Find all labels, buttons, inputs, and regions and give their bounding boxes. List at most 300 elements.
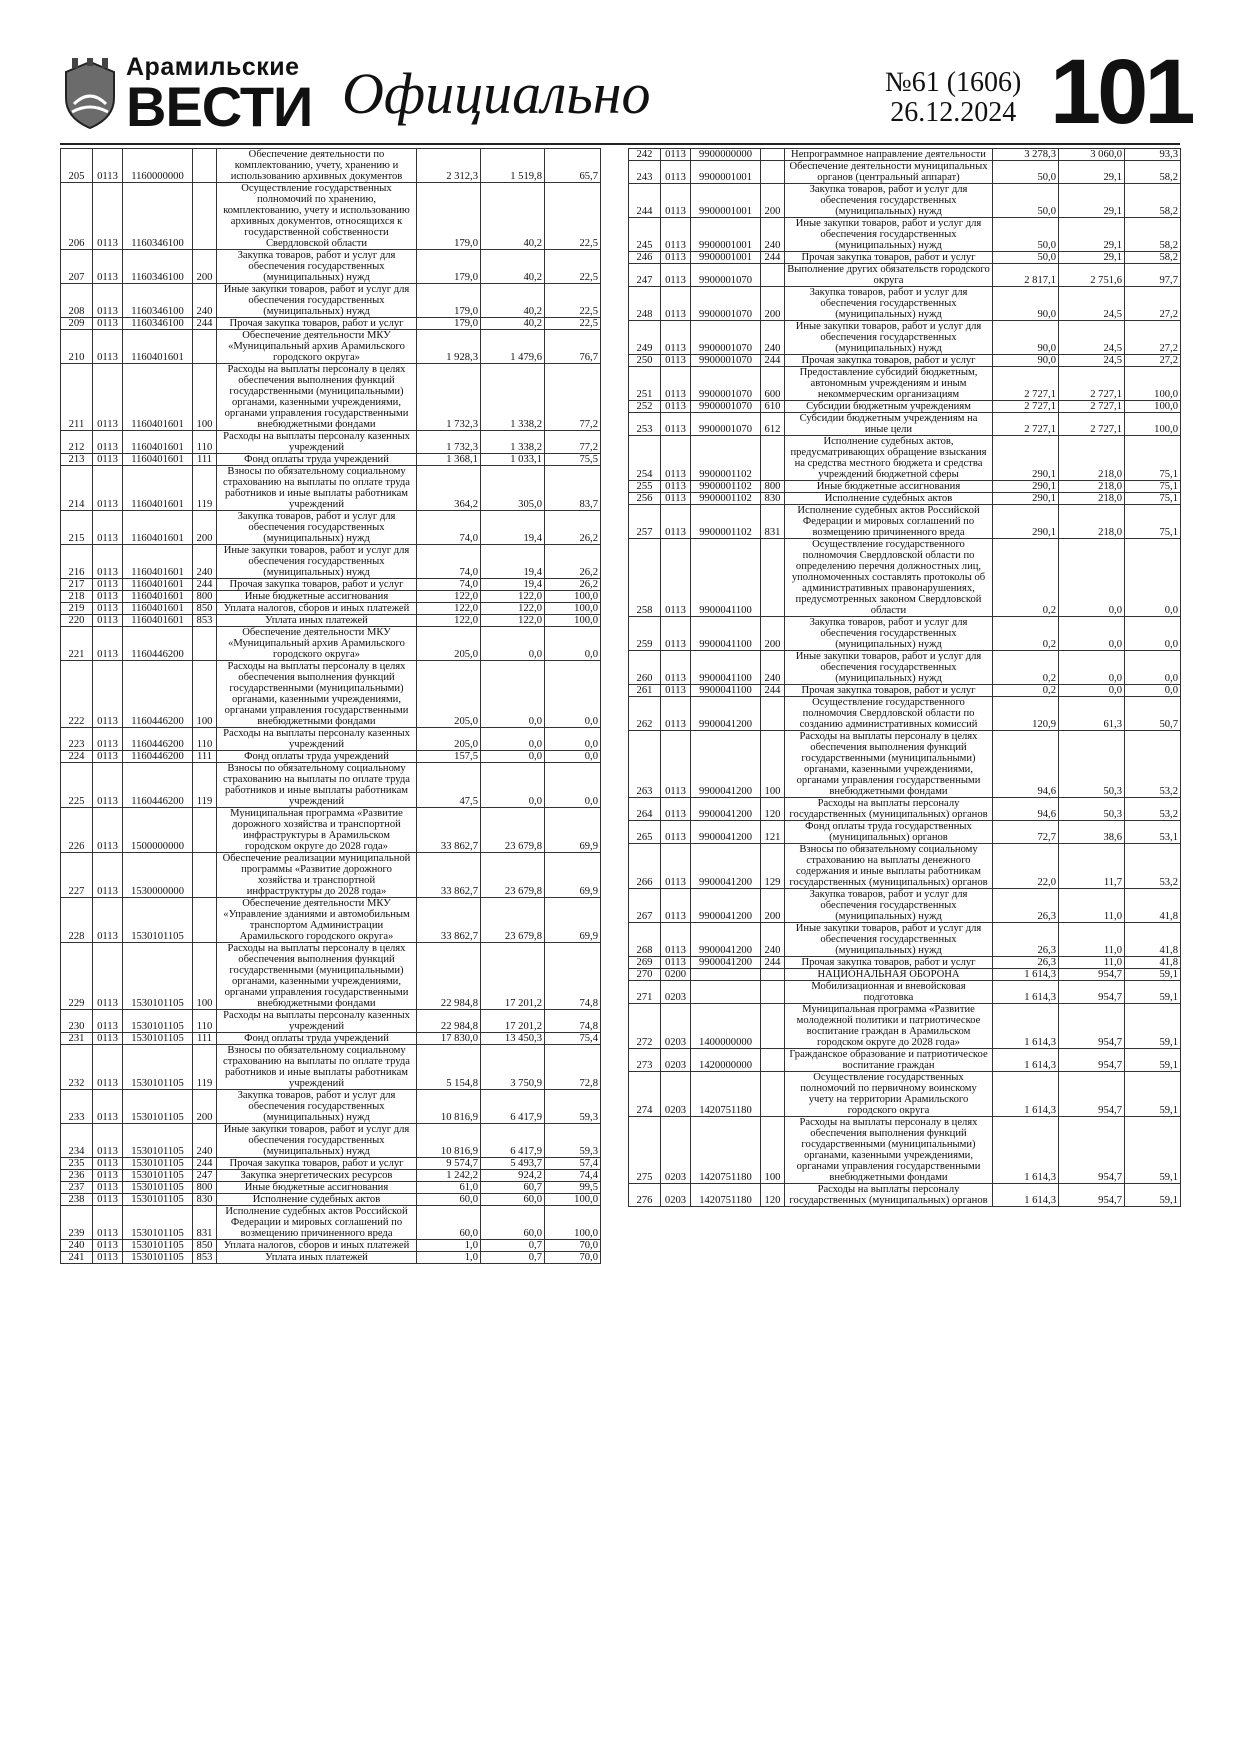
table-row bbox=[61, 728, 601, 751]
expense-type-code: 200 bbox=[761, 184, 785, 218]
execution-percent: 75,1 bbox=[1125, 481, 1181, 493]
executed-amount: 60,0 bbox=[481, 1206, 545, 1240]
table-row bbox=[629, 923, 1181, 957]
table-row bbox=[61, 1170, 601, 1182]
section-code: 0113 bbox=[93, 603, 123, 615]
expense-type-code: 200 bbox=[761, 617, 785, 651]
table-row bbox=[629, 252, 1181, 264]
expense-type-code: 240 bbox=[761, 321, 785, 355]
execution-percent: 53,2 bbox=[1125, 844, 1181, 889]
expense-type-code: 240 bbox=[761, 651, 785, 685]
table-row bbox=[61, 1045, 601, 1090]
target-code: 1530101105 bbox=[123, 1194, 193, 1206]
target-code: 9900041200 bbox=[691, 844, 761, 889]
target-code: 9900001070 bbox=[691, 264, 761, 287]
section-code: 0113 bbox=[93, 1045, 123, 1090]
planned-amount: 90,0 bbox=[993, 355, 1059, 367]
section-code: 0113 bbox=[661, 697, 691, 731]
row-number: 237 bbox=[61, 1182, 93, 1194]
table-row bbox=[61, 751, 601, 763]
execution-percent: 70,0 bbox=[545, 1240, 601, 1252]
execution-percent: 53,1 bbox=[1125, 821, 1181, 844]
row-number: 249 bbox=[629, 321, 661, 355]
planned-amount: 94,6 bbox=[993, 731, 1059, 798]
item-name: Иные закупки товаров, работ и услуг для обеспечения государственных (муниципальных) нужд bbox=[217, 1124, 417, 1158]
budget-table-left bbox=[60, 148, 601, 1264]
item-name: Уплата иных платежей bbox=[217, 615, 417, 627]
expense-type-code bbox=[193, 183, 217, 250]
target-code: 9900001102 bbox=[691, 505, 761, 539]
row-number: 218 bbox=[61, 591, 93, 603]
execution-percent: 57,4 bbox=[545, 1158, 601, 1170]
expense-type-code: 129 bbox=[761, 844, 785, 889]
item-name: Расходы на выплаты персоналу казенных учреждений bbox=[217, 728, 417, 751]
executed-amount: 19,4 bbox=[481, 545, 545, 579]
item-name: Иные закупки товаров, работ и услуг для обеспечения государственных (муниципальных) нужд bbox=[785, 321, 993, 355]
planned-amount: 90,0 bbox=[993, 321, 1059, 355]
expense-type-code bbox=[193, 808, 217, 853]
item-name: Фонд оплаты труда учреждений bbox=[217, 1033, 417, 1045]
target-code: 1160401601 bbox=[123, 466, 193, 511]
execution-percent: 93,3 bbox=[1125, 149, 1181, 161]
section-code: 0203 bbox=[661, 1117, 691, 1184]
section-code: 0113 bbox=[93, 364, 123, 431]
target-code: 1530101105 bbox=[123, 1010, 193, 1033]
planned-amount: 179,0 bbox=[417, 318, 481, 330]
table-row bbox=[629, 493, 1181, 505]
executed-amount: 40,2 bbox=[481, 183, 545, 250]
section-code: 0113 bbox=[93, 454, 123, 466]
executed-amount: 23 679,8 bbox=[481, 808, 545, 853]
planned-amount: 1 242,2 bbox=[417, 1170, 481, 1182]
budget-table-left-body bbox=[61, 149, 601, 1264]
table-row bbox=[61, 763, 601, 808]
execution-percent: 0,0 bbox=[545, 627, 601, 661]
planned-amount: 122,0 bbox=[417, 603, 481, 615]
table-row bbox=[629, 287, 1181, 321]
target-code: 9900001001 bbox=[691, 218, 761, 252]
item-name: Расходы на выплаты персоналу в целях обеспечения выполнения функций государственными (муниципальными) органами, казенными учреждениями, органами управления государственными внебюджетными фондами bbox=[217, 364, 417, 431]
section-code: 0113 bbox=[93, 149, 123, 183]
target-code: 1530000000 bbox=[123, 853, 193, 898]
expense-type-code: 612 bbox=[761, 413, 785, 436]
execution-percent: 59,1 bbox=[1125, 1184, 1181, 1207]
planned-amount: 33 862,7 bbox=[417, 808, 481, 853]
page-number: 101 bbox=[1050, 41, 1192, 143]
expense-type-code bbox=[761, 1004, 785, 1049]
row-number: 226 bbox=[61, 808, 93, 853]
row-number: 233 bbox=[61, 1090, 93, 1124]
table-row bbox=[61, 1033, 601, 1045]
target-code: 1530101105 bbox=[123, 1124, 193, 1158]
row-number: 246 bbox=[629, 252, 661, 264]
section-code: 0113 bbox=[661, 889, 691, 923]
row-number: 234 bbox=[61, 1124, 93, 1158]
execution-percent: 69,9 bbox=[545, 898, 601, 943]
planned-amount: 179,0 bbox=[417, 250, 481, 284]
section-code: 0113 bbox=[661, 505, 691, 539]
expense-type-code: 100 bbox=[193, 943, 217, 1010]
item-name: Закупка товаров, работ и услуг для обеспечения государственных (муниципальных) нужд bbox=[217, 250, 417, 284]
executed-amount: 50,3 bbox=[1059, 731, 1125, 798]
planned-amount: 1 368,1 bbox=[417, 454, 481, 466]
section-code: 0113 bbox=[93, 591, 123, 603]
target-code bbox=[691, 969, 761, 981]
table-row bbox=[61, 853, 601, 898]
planned-amount: 2 727,1 bbox=[993, 413, 1059, 436]
row-number: 225 bbox=[61, 763, 93, 808]
item-name: Прочая закупка товаров, работ и услуг bbox=[785, 685, 993, 697]
planned-amount: 364,2 bbox=[417, 466, 481, 511]
item-name: Осуществление государственных полномочий по первичному воинскому учету на территории Арамильского городского округа bbox=[785, 1072, 993, 1117]
execution-percent: 97,7 bbox=[1125, 264, 1181, 287]
expense-type-code: 830 bbox=[761, 493, 785, 505]
row-number: 206 bbox=[61, 183, 93, 250]
planned-amount: 72,7 bbox=[993, 821, 1059, 844]
table-row bbox=[61, 454, 601, 466]
execution-percent: 77,2 bbox=[545, 431, 601, 454]
table-row bbox=[629, 184, 1181, 218]
expense-type-code: 800 bbox=[761, 481, 785, 493]
expense-type-code: 244 bbox=[193, 318, 217, 330]
table-row bbox=[61, 603, 601, 615]
target-code: 1420751180 bbox=[691, 1184, 761, 1207]
target-code: 9900041100 bbox=[691, 651, 761, 685]
executed-amount: 29,1 bbox=[1059, 218, 1125, 252]
expense-type-code: 200 bbox=[761, 287, 785, 321]
planned-amount: 50,0 bbox=[993, 252, 1059, 264]
expense-type-code bbox=[193, 330, 217, 364]
executed-amount: 1 519,8 bbox=[481, 149, 545, 183]
planned-amount: 10 816,9 bbox=[417, 1090, 481, 1124]
execution-percent: 100,0 bbox=[545, 1194, 601, 1206]
planned-amount: 22,0 bbox=[993, 844, 1059, 889]
item-name: Прочая закупка товаров, работ и услуг bbox=[785, 252, 993, 264]
row-number: 231 bbox=[61, 1033, 93, 1045]
row-number: 243 bbox=[629, 161, 661, 184]
expense-type-code: 200 bbox=[193, 250, 217, 284]
row-number: 267 bbox=[629, 889, 661, 923]
row-number: 223 bbox=[61, 728, 93, 751]
target-code: 1160346100 bbox=[123, 284, 193, 318]
executed-amount: 19,4 bbox=[481, 511, 545, 545]
section-code: 0113 bbox=[93, 1182, 123, 1194]
expense-type-code: 110 bbox=[193, 431, 217, 454]
target-code: 1160346100 bbox=[123, 318, 193, 330]
item-name: Уплата налогов, сборов и иных платежей bbox=[217, 1240, 417, 1252]
planned-amount: 1 732,3 bbox=[417, 364, 481, 431]
execution-percent: 75,1 bbox=[1125, 505, 1181, 539]
table-row bbox=[629, 651, 1181, 685]
table-row bbox=[629, 1117, 1181, 1184]
item-name: Иные закупки товаров, работ и услуг для обеспечения государственных (муниципальных) нужд bbox=[217, 284, 417, 318]
planned-amount: 0,2 bbox=[993, 685, 1059, 697]
planned-amount: 290,1 bbox=[993, 493, 1059, 505]
section-code: 0113 bbox=[661, 218, 691, 252]
table-row bbox=[61, 1158, 601, 1170]
execution-percent: 0,0 bbox=[545, 728, 601, 751]
item-name: Исполнение судебных актов Российской Федерации и мировых соглашений по возмещению причиненного вреда bbox=[785, 505, 993, 539]
planned-amount: 1 732,3 bbox=[417, 431, 481, 454]
item-name: Уплата налогов, сборов и иных платежей bbox=[217, 603, 417, 615]
execution-percent: 75,4 bbox=[545, 1033, 601, 1045]
target-code: 9900001070 bbox=[691, 287, 761, 321]
target-code: 1160401601 bbox=[123, 603, 193, 615]
section-code: 0113 bbox=[661, 355, 691, 367]
expense-type-code bbox=[193, 853, 217, 898]
item-name: Закупка энергетических ресурсов bbox=[217, 1170, 417, 1182]
planned-amount: 50,0 bbox=[993, 218, 1059, 252]
row-number: 251 bbox=[629, 367, 661, 401]
executed-amount: 5 493,7 bbox=[481, 1158, 545, 1170]
section-code: 0113 bbox=[661, 617, 691, 651]
execution-percent: 59,3 bbox=[545, 1090, 601, 1124]
section-code: 0113 bbox=[93, 943, 123, 1010]
expense-type-code: 200 bbox=[761, 889, 785, 923]
row-number: 228 bbox=[61, 898, 93, 943]
section-code: 0113 bbox=[93, 808, 123, 853]
execution-percent: 59,3 bbox=[545, 1124, 601, 1158]
execution-percent: 65,7 bbox=[545, 149, 601, 183]
executed-amount: 122,0 bbox=[481, 603, 545, 615]
target-code: 1420000000 bbox=[691, 1049, 761, 1072]
row-number: 221 bbox=[61, 627, 93, 661]
executed-amount: 24,5 bbox=[1059, 287, 1125, 321]
right-column bbox=[628, 148, 1180, 1207]
item-name: Обеспечение реализации муниципальной программы «Развитие дорожного хозяйства и транспортной инфраструктуры до 2028 года» bbox=[217, 853, 417, 898]
item-name: Взносы по обязательному социальному страхованию на выплаты по оплате труда работников и иные выплаты работникам учреждений bbox=[217, 763, 417, 808]
expense-type-code bbox=[761, 161, 785, 184]
item-name: Закупка товаров, работ и услуг для обеспечения государственных (муниципальных) нужд bbox=[785, 287, 993, 321]
planned-amount: 290,1 bbox=[993, 436, 1059, 481]
planned-amount: 22 984,8 bbox=[417, 943, 481, 1010]
planned-amount: 205,0 bbox=[417, 661, 481, 728]
planned-amount: 2 727,1 bbox=[993, 367, 1059, 401]
target-code: 9900041100 bbox=[691, 617, 761, 651]
section-code: 0113 bbox=[93, 1158, 123, 1170]
row-number: 261 bbox=[629, 685, 661, 697]
execution-percent: 74,8 bbox=[545, 943, 601, 1010]
section-code: 0113 bbox=[661, 161, 691, 184]
section-code: 0113 bbox=[661, 367, 691, 401]
target-code: 1160446200 bbox=[123, 728, 193, 751]
row-number: 209 bbox=[61, 318, 93, 330]
executed-amount: 17 201,2 bbox=[481, 943, 545, 1010]
row-number: 239 bbox=[61, 1206, 93, 1240]
item-name: Закупка товаров, работ и услуг для обеспечения государственных (муниципальных) нужд bbox=[217, 1090, 417, 1124]
table-row bbox=[61, 1252, 601, 1264]
target-code: 1530101105 bbox=[123, 943, 193, 1010]
target-code: 1530101105 bbox=[123, 1182, 193, 1194]
item-name: Осуществление государственных полномочий по хранению, комплектованию, учету и использованию архивных документов, относящихся к государственной собственности Свердловской области bbox=[217, 183, 417, 250]
planned-amount: 290,1 bbox=[993, 481, 1059, 493]
expense-type-code bbox=[761, 697, 785, 731]
table-row bbox=[61, 1090, 601, 1124]
executed-amount: 6 417,9 bbox=[481, 1124, 545, 1158]
row-number: 247 bbox=[629, 264, 661, 287]
item-name: Обеспечение деятельности МКУ «Муниципальный архив Арамильского городского округа» bbox=[217, 330, 417, 364]
table-row bbox=[629, 957, 1181, 969]
expense-type-code: 111 bbox=[193, 751, 217, 763]
table-row bbox=[629, 821, 1181, 844]
planned-amount: 74,0 bbox=[417, 511, 481, 545]
row-number: 271 bbox=[629, 981, 661, 1004]
table-row bbox=[61, 615, 601, 627]
row-number: 264 bbox=[629, 798, 661, 821]
table-row bbox=[629, 617, 1181, 651]
planned-amount: 1,0 bbox=[417, 1252, 481, 1264]
executed-amount: 60,7 bbox=[481, 1182, 545, 1194]
section-code: 0203 bbox=[661, 1049, 691, 1072]
executed-amount: 0,0 bbox=[1059, 685, 1125, 697]
section-code: 0113 bbox=[661, 844, 691, 889]
table-row bbox=[61, 318, 601, 330]
section-code: 0113 bbox=[93, 751, 123, 763]
planned-amount: 179,0 bbox=[417, 284, 481, 318]
item-name: Исполнение судебных актов bbox=[785, 493, 993, 505]
target-code: 1530101105 bbox=[123, 1206, 193, 1240]
table-row bbox=[629, 505, 1181, 539]
section-code: 0203 bbox=[661, 1004, 691, 1049]
table-row bbox=[629, 539, 1181, 617]
executed-amount: 954,7 bbox=[1059, 969, 1125, 981]
executed-amount: 24,5 bbox=[1059, 355, 1125, 367]
target-code: 9900001001 bbox=[691, 252, 761, 264]
planned-amount: 120,9 bbox=[993, 697, 1059, 731]
section-code: 0113 bbox=[661, 651, 691, 685]
item-name: Муниципальная программа «Развитие дорожного хозяйства и транспортной инфраструктуры в Арамильском городском округе до 2028 года» bbox=[217, 808, 417, 853]
expense-type-code: 240 bbox=[193, 545, 217, 579]
item-name: Исполнение судебных актов, предусматривающих обращение взыскания на средства местного бюджета и средства учреждений бюджетной сферы bbox=[785, 436, 993, 481]
expense-type-code: 119 bbox=[193, 466, 217, 511]
execution-percent: 27,2 bbox=[1125, 287, 1181, 321]
execution-percent: 50,7 bbox=[1125, 697, 1181, 731]
section-code: 0113 bbox=[93, 250, 123, 284]
city-coat-of-arms-icon bbox=[60, 58, 120, 130]
target-code: 1160446200 bbox=[123, 627, 193, 661]
item-name: Осуществление государственного полномочия Свердловской области по определению перечня должностных лиц, уполномоченных составлять протоколы об административных правонарушениях, предусмотренных законом Свердловской области bbox=[785, 539, 993, 617]
item-name: Расходы на выплаты персоналу государственных (муниципальных) органов bbox=[785, 1184, 993, 1207]
execution-percent: 100,0 bbox=[1125, 413, 1181, 436]
item-name: Обеспечение деятельности МКУ «Муниципальный архив Арамильского городского округа» bbox=[217, 627, 417, 661]
planned-amount: 60,0 bbox=[417, 1194, 481, 1206]
expense-type-code: 244 bbox=[193, 1158, 217, 1170]
row-number: 254 bbox=[629, 436, 661, 481]
table-row bbox=[61, 330, 601, 364]
row-number: 253 bbox=[629, 413, 661, 436]
planned-amount: 22 984,8 bbox=[417, 1010, 481, 1033]
table-row bbox=[61, 466, 601, 511]
item-name: Взносы по обязательному социальному страхованию на выплаты денежного содержания и иные выплаты работникам государственных (муниципальных) органов bbox=[785, 844, 993, 889]
execution-percent: 99,5 bbox=[545, 1182, 601, 1194]
section-code: 0113 bbox=[661, 287, 691, 321]
section-code: 0113 bbox=[93, 1194, 123, 1206]
table-row bbox=[61, 579, 601, 591]
section-code: 0113 bbox=[93, 511, 123, 545]
row-number: 265 bbox=[629, 821, 661, 844]
execution-percent: 74,8 bbox=[545, 1010, 601, 1033]
item-name: Фонд оплаты труда учреждений bbox=[217, 454, 417, 466]
row-number: 212 bbox=[61, 431, 93, 454]
target-code: 9900001070 bbox=[691, 413, 761, 436]
expense-type-code: 100 bbox=[761, 731, 785, 798]
expense-type-code: 200 bbox=[193, 511, 217, 545]
target-code: 9900041200 bbox=[691, 957, 761, 969]
row-number: 260 bbox=[629, 651, 661, 685]
executed-amount: 0,0 bbox=[1059, 539, 1125, 617]
table-row bbox=[61, 183, 601, 250]
execution-percent: 0,0 bbox=[1125, 617, 1181, 651]
table-row bbox=[629, 436, 1181, 481]
executed-amount: 954,7 bbox=[1059, 981, 1125, 1004]
table-row bbox=[629, 685, 1181, 697]
table-row bbox=[629, 697, 1181, 731]
planned-amount: 0,2 bbox=[993, 539, 1059, 617]
planned-amount: 122,0 bbox=[417, 615, 481, 627]
expense-type-code: 600 bbox=[761, 367, 785, 401]
target-code: 9900041200 bbox=[691, 923, 761, 957]
item-name: Непрограммное направление деятельности bbox=[785, 149, 993, 161]
executed-amount: 11,0 bbox=[1059, 889, 1125, 923]
executed-amount: 29,1 bbox=[1059, 184, 1125, 218]
item-name: Фонд оплаты труда государственных (муниципальных) органов bbox=[785, 821, 993, 844]
row-number: 213 bbox=[61, 454, 93, 466]
expense-type-code: 240 bbox=[193, 1124, 217, 1158]
expense-type-code: 110 bbox=[193, 728, 217, 751]
execution-percent: 58,2 bbox=[1125, 161, 1181, 184]
section-code: 0113 bbox=[93, 1170, 123, 1182]
target-code: 1420751180 bbox=[691, 1117, 761, 1184]
item-name: Выполнение других обязательств городского округа bbox=[785, 264, 993, 287]
expense-type-code: 111 bbox=[193, 1033, 217, 1045]
section-code: 0113 bbox=[661, 481, 691, 493]
target-code: 1160000000 bbox=[123, 149, 193, 183]
executed-amount: 23 679,8 bbox=[481, 853, 545, 898]
item-name: Расходы на выплаты персоналу в целях обеспечения выполнения функций государственными (муниципальными) органами, казенными учреждениями, органами управления государственными внебюджетными фондами bbox=[217, 943, 417, 1010]
table-row bbox=[629, 981, 1181, 1004]
item-name: Иные бюджетные ассигнования bbox=[785, 481, 993, 493]
executed-amount: 2 727,1 bbox=[1059, 401, 1125, 413]
target-code: 1530101105 bbox=[123, 898, 193, 943]
expense-type-code: 830 bbox=[193, 1194, 217, 1206]
expense-type-code bbox=[761, 264, 785, 287]
target-code: 1420751180 bbox=[691, 1072, 761, 1117]
row-number: 222 bbox=[61, 661, 93, 728]
item-name: Иные закупки товаров, работ и услуг для обеспечения государственных (муниципальных) нужд bbox=[217, 545, 417, 579]
expense-type-code: 831 bbox=[193, 1206, 217, 1240]
executed-amount: 38,6 bbox=[1059, 821, 1125, 844]
target-code: 1160401601 bbox=[123, 364, 193, 431]
item-name: Закупка товаров, работ и услуг для обеспечения государственных (муниципальных) нужд bbox=[785, 617, 993, 651]
newspaper-brand bbox=[126, 53, 313, 138]
page-header bbox=[60, 41, 1192, 143]
table-row bbox=[61, 284, 601, 318]
section-code: 0113 bbox=[661, 252, 691, 264]
row-number: 230 bbox=[61, 1010, 93, 1033]
target-code: 9900041200 bbox=[691, 731, 761, 798]
row-number: 242 bbox=[629, 149, 661, 161]
row-number: 255 bbox=[629, 481, 661, 493]
section-code: 0113 bbox=[661, 264, 691, 287]
executed-amount: 954,7 bbox=[1059, 1117, 1125, 1184]
executed-amount: 29,1 bbox=[1059, 252, 1125, 264]
executed-amount: 218,0 bbox=[1059, 505, 1125, 539]
table-row bbox=[61, 661, 601, 728]
executed-amount: 954,7 bbox=[1059, 1049, 1125, 1072]
execution-percent: 0,0 bbox=[545, 763, 601, 808]
execution-percent: 77,2 bbox=[545, 364, 601, 431]
item-name: Иные бюджетные ассигнования bbox=[217, 1182, 417, 1194]
